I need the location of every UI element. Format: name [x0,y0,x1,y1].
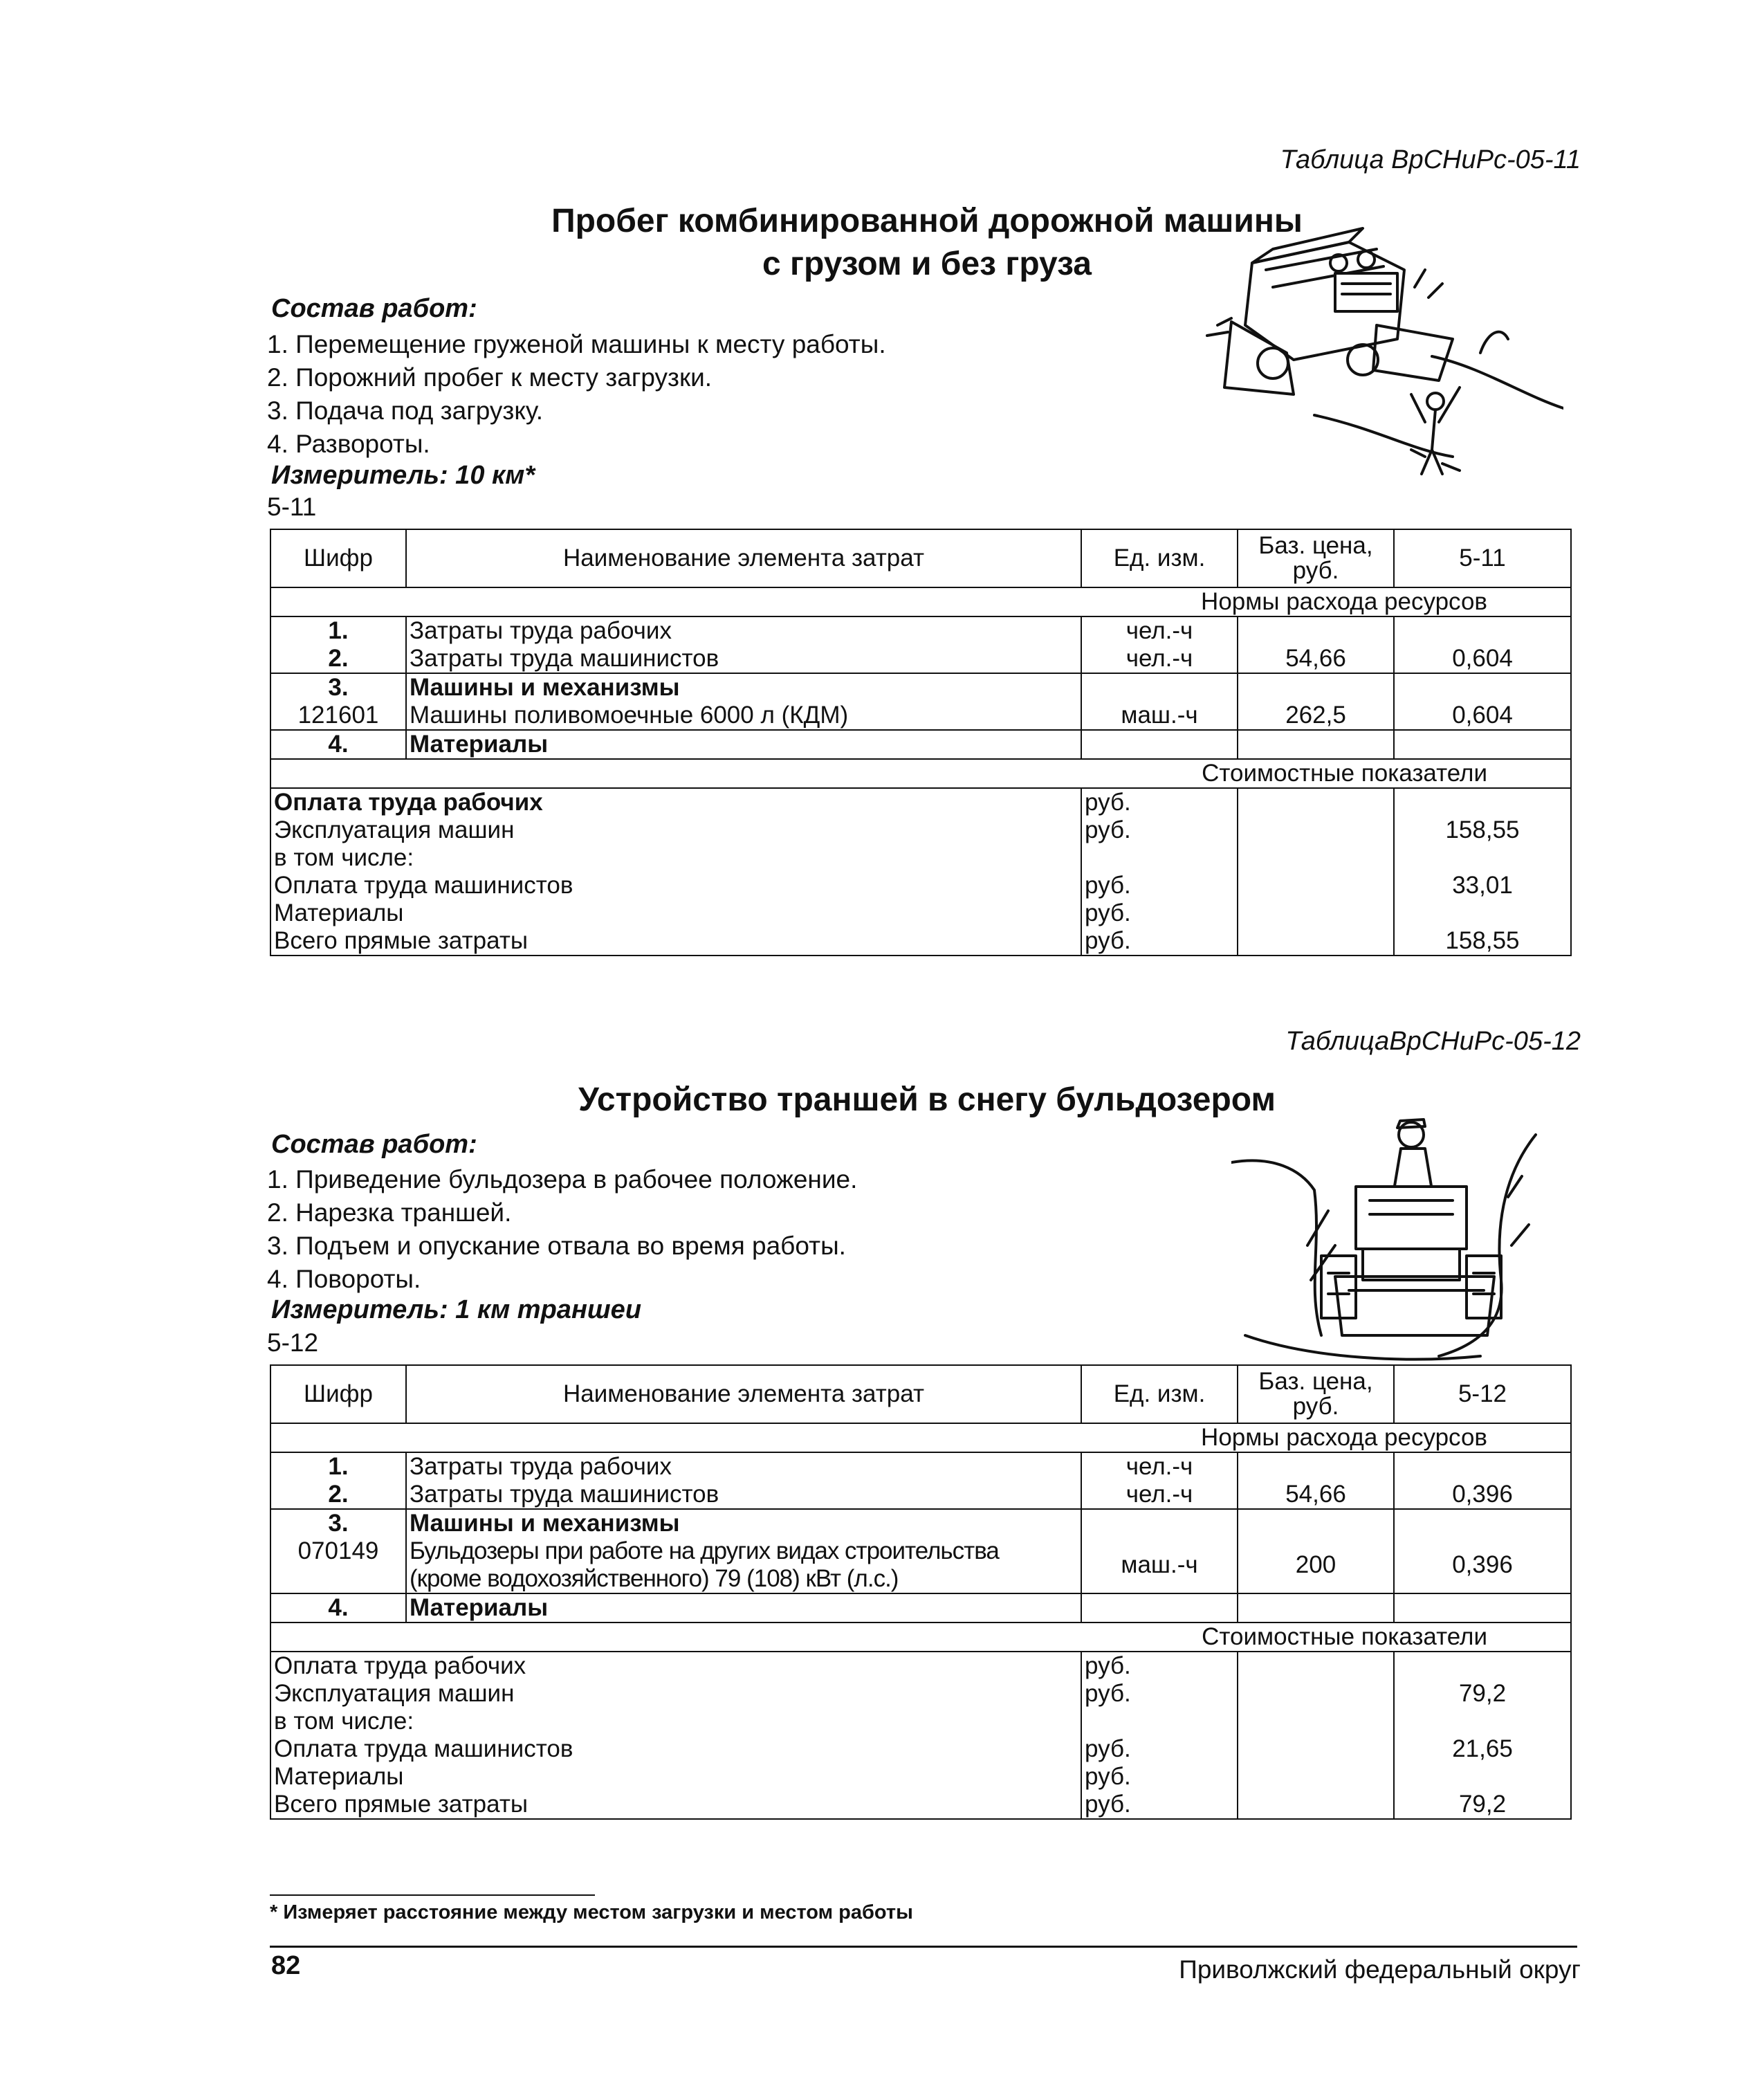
row-name-line: (кроме водохозяйственного) 79 (108) кВт (л.с.) [410,1565,899,1592]
work-item: 3. Подъем и опускание отвала во время работы. [267,1232,846,1260]
work-item: 2. Нарезка траншей. [267,1198,512,1227]
row-value: 0,604 [1394,702,1571,730]
header-cell: Шифр [270,529,406,587]
cost-value: 21,65 [1394,1735,1571,1763]
row-code: 2. [270,645,406,673]
cost-row [270,1763,1571,1791]
meter-05-12: Измеритель: 1 км траншеи [271,1295,642,1324]
table-ref-05-12: ТаблицаВрСНиРс-05-12 [1285,1027,1581,1056]
work-item: 4. Развороты. [267,430,430,458]
cost-value: 33,01 [1394,872,1571,899]
work-heading-05-12: Состав работ: [271,1130,477,1159]
cost-name: Материалы [270,1763,1081,1791]
cost-price [1238,927,1394,956]
table-row [270,1537,1571,1593]
table-ref-05-11: Таблица ВрСНиРс-05-11 [1280,145,1581,174]
table-row [270,1593,1571,1623]
row-price [1238,673,1394,702]
cost-price [1238,1680,1394,1708]
cost-price [1238,1708,1394,1735]
row-code: 3. [270,1509,406,1537]
row-code: 4. [270,730,406,759]
norms-label-row [270,1423,1571,1452]
cost-row [270,844,1571,872]
cost-value [1394,1652,1571,1680]
row-value: 0,604 [1394,645,1571,673]
cost-unit: руб. [1081,872,1238,899]
row-price [1238,730,1394,759]
row-name: Материалы [406,1593,1081,1623]
table-row [270,673,1571,702]
cost-label: Стоимостные показатели [270,759,1571,788]
header-cell: 5-12 [1394,1365,1571,1423]
footnote-rule [270,1894,595,1896]
cost-name: Оплата труда рабочих [270,788,1081,816]
row-price: 54,66 [1238,1481,1394,1509]
cost-name: Эксплуатация машин [270,816,1081,844]
table-row [270,645,1571,673]
cost-value: 158,55 [1394,927,1571,956]
cost-name: Материалы [270,899,1081,927]
cost-value [1394,1763,1571,1791]
row-unit: чел.-ч [1081,616,1238,645]
cost-unit: руб. [1081,899,1238,927]
table-row [270,1481,1571,1509]
cost-name: в том числе: [270,844,1081,872]
header-cell: Ед. изм. [1081,529,1238,587]
code-05-12: 5-12 [267,1328,319,1357]
cost-label: Стоимостные показатели [270,1623,1571,1652]
row-unit: маш.-ч [1081,702,1238,730]
cost-price [1238,899,1394,927]
cost-value: 158,55 [1394,816,1571,844]
row-value [1394,616,1571,645]
cost-price [1238,872,1394,899]
row-code: 121601 [270,702,406,730]
section-title-05-12: Устройство траншей в снегу бульдозером [578,1081,1276,1118]
cost-price [1238,1791,1394,1819]
page-number: 82 [271,1951,301,1980]
cost-label-row [270,759,1571,788]
row-price [1238,616,1394,645]
cost-row [270,927,1571,956]
cost-name: Эксплуатация машин [270,1680,1081,1708]
row-name: Машины и механизмы [406,673,1081,702]
table-row [270,1509,1571,1537]
cost-name: Оплата труда машинистов [270,872,1081,899]
cost-unit [1081,844,1238,872]
cost-name: в том числе: [270,1708,1081,1735]
row-name: Затраты труда рабочих [406,616,1081,645]
row-unit: чел.-ч [1081,1481,1238,1509]
row-name: Машины и механизмы [406,1509,1081,1537]
row-code: 2. [270,1481,406,1509]
row-price [1238,1593,1394,1623]
row-unit: чел.-ч [1081,645,1238,673]
cost-value [1394,788,1571,816]
cost-value [1394,1708,1571,1735]
row-value: 0,396 [1394,1481,1571,1509]
cost-unit: руб. [1081,927,1238,956]
footnote: * Измеряет расстояние между местом загрузки и местом работы [270,1901,913,1923]
header-cell: Баз. цена, руб. [1238,529,1394,587]
cost-unit: руб. [1081,1791,1238,1819]
header-cell: Наименование элемента затрат [406,1365,1081,1423]
section-title-05-11-line2: с грузом и без груза [762,246,1092,282]
row-name [406,1537,1081,1593]
table-header-row [270,529,1571,587]
row-name: Материалы [406,730,1081,759]
row-name: Затраты труда машинистов [406,645,1081,673]
row-code: 1. [270,616,406,645]
row-value [1394,673,1571,702]
cost-unit: руб. [1081,1763,1238,1791]
norms-label: Нормы расхода ресурсов [270,1423,1571,1452]
row-price [1238,1452,1394,1481]
row-price [1238,1509,1394,1537]
page-rule [270,1946,1577,1948]
row-unit [1081,673,1238,702]
cost-row [270,1735,1571,1763]
table-row [270,730,1571,759]
section-title-05-11-line1: Пробег комбинированной дорожной машины [551,203,1303,239]
cost-row [270,899,1571,927]
row-unit: маш.-ч [1081,1537,1238,1593]
norms-label-row [270,587,1571,616]
cost-price [1238,1735,1394,1763]
norms-label: Нормы расхода ресурсов [270,587,1571,616]
cost-value: 79,2 [1394,1680,1571,1708]
cost-row [270,1791,1571,1819]
row-name-line: Бульдозеры при работе на других видах строительства [410,1537,999,1564]
table-row [270,1452,1571,1481]
row-name: Затраты труда машинистов [406,1481,1081,1509]
cost-label-row [270,1623,1571,1652]
row-code: 4. [270,1593,406,1623]
work-list-05-12 [267,1163,857,1296]
row-name: Машины поливомоечные 6000 л (КДМ) [406,702,1081,730]
road-machine-illustration [1204,221,1563,484]
cost-value: 79,2 [1394,1791,1571,1819]
cost-price [1238,816,1394,844]
cost-row [270,872,1571,899]
cost-row [270,1680,1571,1708]
header-cell: Шифр [270,1365,406,1423]
region-label: Приволжский федеральный округ [1179,1955,1581,1984]
cost-unit: руб. [1081,788,1238,816]
row-name: Затраты труда рабочих [406,1452,1081,1481]
row-price: 200 [1238,1537,1394,1593]
code-05-11: 5-11 [267,493,317,521]
cost-unit: руб. [1081,816,1238,844]
row-code: 070149 [270,1537,406,1593]
cost-row [270,788,1571,816]
row-value [1394,1452,1571,1481]
work-heading-05-11: Состав работ: [271,294,477,323]
cost-unit: руб. [1081,1680,1238,1708]
row-unit [1081,730,1238,759]
cost-price [1238,844,1394,872]
row-value [1394,1593,1571,1623]
work-item: 3. Подача под загрузку. [267,396,543,425]
norms-table-05-12 [270,1364,1572,1820]
cost-row [270,1652,1571,1680]
cost-row [270,1708,1571,1735]
header-cell: Наименование элемента затрат [406,529,1081,587]
work-item: 1. Приведение бульдозера в рабочее положение. [267,1165,858,1194]
table-row [270,616,1571,645]
work-item: 1. Перемещение груженой машины к месту работы. [267,330,886,358]
row-price: 262,5 [1238,702,1394,730]
cost-value [1394,844,1571,872]
cost-unit [1081,1708,1238,1735]
work-item: 2. Порожний пробег к месту загрузки. [267,363,713,392]
cost-name: Оплата труда машинистов [270,1735,1081,1763]
cost-name: Всего прямые затраты [270,1791,1081,1819]
header-cell: Ед. изм. [1081,1365,1238,1423]
row-unit [1081,1509,1238,1537]
meter-05-11: Измеритель: 10 км* [271,461,535,490]
work-item: 4. Повороты. [267,1265,421,1293]
cost-price [1238,788,1394,816]
row-value [1394,730,1571,759]
row-value [1394,1509,1571,1537]
header-cell: 5-11 [1394,529,1571,587]
cost-name: Всего прямые затраты [270,927,1081,956]
row-unit: чел.-ч [1081,1452,1238,1481]
row-value: 0,396 [1394,1537,1571,1593]
table-row [270,702,1571,730]
cost-unit: руб. [1081,1735,1238,1763]
cost-row [270,816,1571,844]
cost-price [1238,1763,1394,1791]
norms-table-05-11 [270,529,1572,956]
cost-unit: руб. [1081,1652,1238,1680]
cost-price [1238,1652,1394,1680]
table-header-row [270,1365,1571,1423]
cost-value [1394,899,1571,927]
row-unit [1081,1593,1238,1623]
cost-name: Оплата труда рабочих [270,1652,1081,1680]
work-list-05-11 [267,328,886,461]
row-code: 3. [270,673,406,702]
row-price: 54,66 [1238,645,1394,673]
row-code: 1. [270,1452,406,1481]
header-cell: Баз. цена, руб. [1238,1365,1394,1423]
bulldozer-illustration [1231,1107,1563,1370]
